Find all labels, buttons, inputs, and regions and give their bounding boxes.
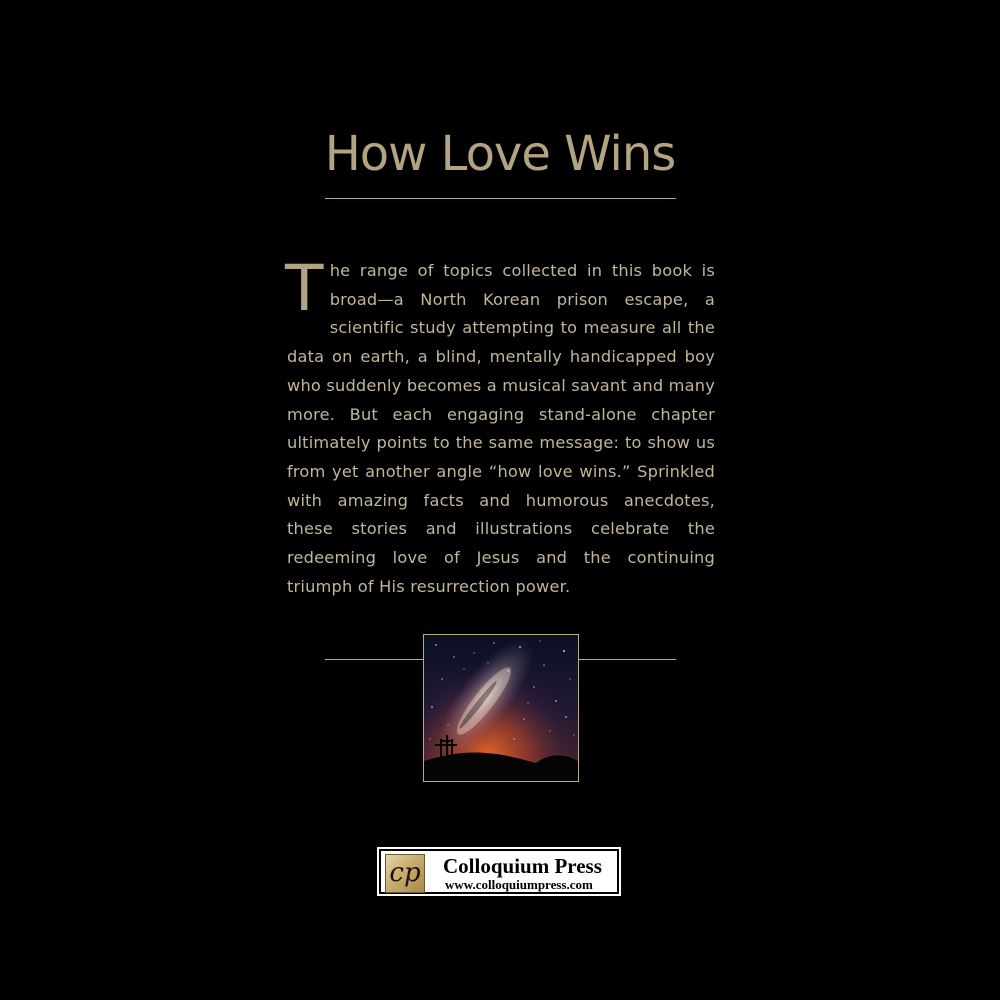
image-divider-left [325,659,424,660]
book-title: How Love Wins [324,126,676,182]
drop-cap: T [285,252,324,325]
publisher-url: www.colloquiumpress.com [445,877,593,892]
publisher-name: Colloquium Press [443,854,602,878]
image-divider-right [578,659,676,660]
title-divider [325,198,676,199]
cp-monogram-icon: cp [385,854,425,893]
description-text: he range of topics collected in this book is broad—a North Korean prison escape, a scientific study attempting to measure all the data on earth, a blind, mentally handicapped boy who suddenly becomes a musical savant and many more. But each engaging stand-alone chapter ultimately points to the same message: to show us from yet another angle “how love wins.” Sprinkled with amazing facts and humorous anecdotes, these stories and illustrations celebrate the redeeming love of Jesus and the continuing triumph of His resurrection power. [287,261,715,596]
book-description [285,252,715,601]
night-sky-crosses-image [423,634,579,782]
publisher-logo-box [376,846,622,897]
